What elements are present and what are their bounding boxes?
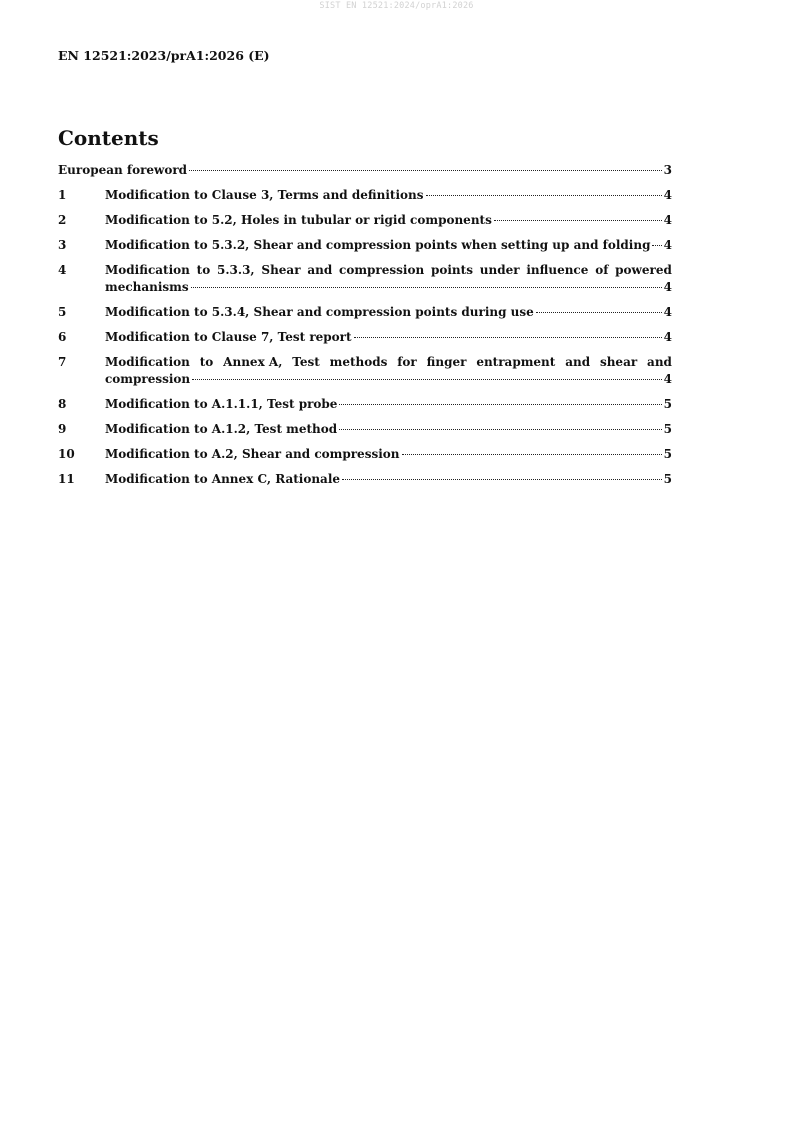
toc-leader-dots [354, 337, 662, 338]
toc-word: Shear [261, 263, 301, 277]
toc-entry-text-line [105, 262, 672, 279]
toc-page-number: 4 [663, 188, 672, 202]
toc-entry-number: 2 [58, 213, 67, 227]
toc-page-number: 5 [663, 422, 672, 436]
contents-title: Contents [58, 126, 159, 150]
toc-leader-dots [652, 245, 661, 246]
toc-entry-4[interactable] [58, 262, 672, 296]
toc-word: Annex A, [223, 355, 283, 369]
toc-page-number: 5 [663, 447, 672, 461]
toc-word: Test [292, 355, 320, 369]
toc-word: and [647, 355, 672, 369]
toc-page-number: 4 [663, 280, 672, 294]
toc-word: Modification [105, 263, 190, 277]
toc-entry-number: 8 [58, 397, 67, 411]
toc-word: for [397, 355, 417, 369]
toc-entry-text: mechanisms [105, 280, 189, 294]
toc-entry-number: 11 [58, 472, 75, 486]
toc-word: points [430, 263, 473, 277]
toc-entry-text: compression [105, 372, 191, 386]
toc-leader-dots [402, 454, 662, 455]
toc-entry-foreword[interactable] [58, 162, 672, 179]
toc-entry-number: 4 [58, 263, 67, 277]
toc-word: methods [329, 355, 388, 369]
toc-entry-6[interactable] [58, 329, 672, 346]
toc-word: to [196, 263, 211, 277]
toc-page-number: 4 [663, 238, 672, 252]
toc-leader-dots [426, 195, 662, 196]
toc-leader-dots [192, 379, 661, 380]
toc-word: and [307, 263, 333, 277]
toc-word: entrapment [476, 355, 556, 369]
toc-page-number: 4 [663, 372, 672, 386]
document-id-header: EN 12521:2023/prA1:2026 (E) [58, 48, 270, 63]
toc-entry-2[interactable] [58, 212, 672, 229]
toc-entry-text: Modification to Clause 7, Test report [105, 330, 352, 344]
toc-page-number: 5 [663, 397, 672, 411]
toc-entry-1[interactable] [58, 187, 672, 204]
toc-word: to [199, 355, 214, 369]
toc-entry-number: 9 [58, 422, 67, 436]
toc-entry-text: Modification to Annex C, Rationale [105, 472, 341, 486]
toc-entry-text: Modification to A.1.1.1, Test probe [105, 397, 338, 411]
toc-leader-dots [339, 404, 661, 405]
toc-entry-number: 6 [58, 330, 67, 344]
toc-entry-8[interactable] [58, 396, 672, 413]
toc-word: and [565, 355, 591, 369]
toc-word: powered [615, 263, 672, 277]
toc-leader-dots [339, 429, 661, 430]
toc-entry-text: Modification to Clause 3, Terms and definitions [105, 188, 424, 202]
toc-entry-text: Modification to A.1.2, Test method [105, 422, 338, 436]
watermark: SIST EN 12521:2024/oprA1:2026 [319, 1, 474, 11]
toc-word: Modification [105, 355, 190, 369]
toc-word: influence [526, 263, 589, 277]
toc-leader-dots [189, 170, 662, 171]
toc-leader-dots [536, 312, 662, 313]
toc-entry-number: 5 [58, 305, 67, 319]
toc-leader-dots [494, 220, 662, 221]
toc-entry-number: 1 [58, 188, 67, 202]
toc-entry-7[interactable] [58, 354, 672, 388]
toc-entry-10[interactable] [58, 446, 672, 463]
toc-word: 5.3.3, [217, 263, 255, 277]
toc-word: under [479, 263, 520, 277]
toc-entry-3[interactable] [58, 237, 672, 254]
toc-entry-5[interactable] [58, 304, 672, 321]
toc-entry-text: Modification to 5.3.2, Shear and compression points when setting up and folding [105, 238, 651, 252]
toc-word: compression [339, 263, 425, 277]
toc-page-number: 4 [663, 330, 672, 344]
toc-entry-text-line [105, 354, 672, 371]
toc-word: of [595, 263, 609, 277]
toc-entry-9[interactable] [58, 421, 672, 438]
toc-entry-text: European foreword [58, 163, 188, 177]
toc-entry-text: Modification to 5.3.4, Shear and compression points during use [105, 305, 534, 319]
toc-page-number: 4 [663, 305, 672, 319]
toc-leader-dots [191, 287, 662, 288]
toc-leader-dots [342, 479, 662, 480]
toc-entry-text: Modification to 5.2, Holes in tubular or rigid components [105, 213, 492, 227]
toc-entry-11[interactable] [58, 471, 672, 488]
toc-entry-text: Modification to A.2, Shear and compression [105, 447, 400, 461]
toc-word: finger [426, 355, 467, 369]
toc-page-number: 4 [663, 213, 672, 227]
toc-entries [58, 187, 672, 488]
toc-entry-number: 7 [58, 355, 67, 369]
toc-word: shear [599, 355, 638, 369]
toc-page-number: 5 [663, 472, 672, 486]
toc-entry-number: 3 [58, 238, 67, 252]
toc-entry-number: 10 [58, 447, 75, 461]
toc-page-number: 3 [663, 163, 672, 177]
table-of-contents [58, 162, 672, 496]
